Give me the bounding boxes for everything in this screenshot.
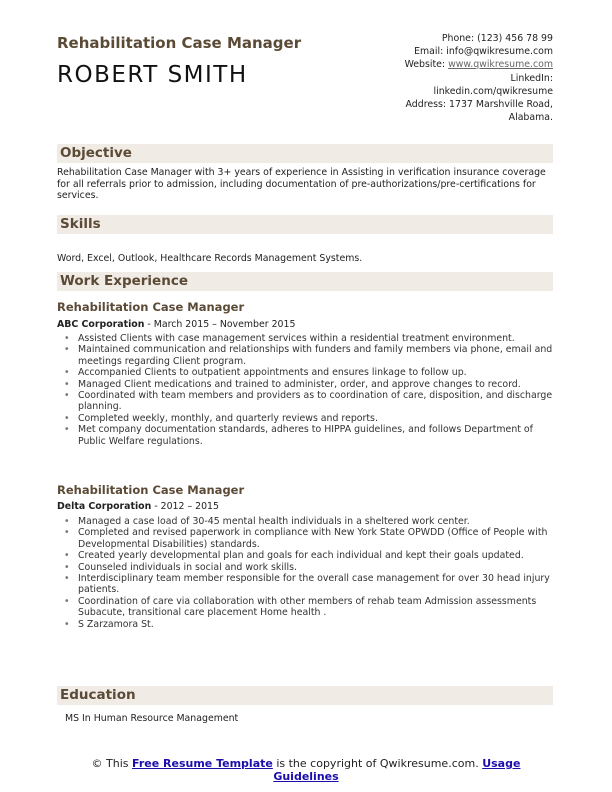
list-item: • Accompanied Clients to outpatient appointments and ensures linkage to follow up.: [57, 367, 553, 378]
linkedin-label: LinkedIn:: [510, 72, 553, 84]
list-item: • Completed weekly, monthly, and quarterly reviews and reports.: [57, 413, 553, 424]
objective-heading: Objective: [57, 144, 553, 163]
list-item: • Coordinated with team members and providers as to coordination of care, disposition, and discharge planning.: [57, 390, 553, 413]
contact-info: [353, 32, 553, 124]
job-title-2: Rehabilitation Case Manager: [57, 483, 245, 497]
job-1-bullets: [57, 333, 553, 447]
job-2-bullets: [57, 516, 553, 630]
list-item: • Interdisciplinary team member responsible for the overall case management for over 30 head injury patients.: [57, 573, 553, 596]
website-link[interactable]: www.qwikresume.com: [448, 59, 553, 71]
phone: Phone: (123) 456 78 99: [441, 33, 553, 44]
list-item: • Met company documentation standards, adheres to HIPPA guidelines, and follows Department of Public Welfare regulations.: [57, 424, 553, 447]
list-item: • Maintained communication and relationships with funders and family members via phone, email and meetings regarding Client program.: [57, 344, 553, 367]
candidate-name: ROBERT SMITH: [57, 62, 248, 88]
list-item: • Assisted Clients with case management services within a residential treatment environment.: [57, 333, 553, 344]
list-item: • Managed Client medications and trained to administer, order, and approve changes to record.: [57, 379, 553, 390]
company-1: ABC Corporation - March 2015 – November 2015: [57, 319, 296, 330]
skills-text: Word, Excel, Outlook, Healthcare Records Management Systems.: [57, 253, 363, 264]
usage-guidelines-link[interactable]: Usage Guidelines: [273, 757, 521, 783]
company-2: Delta Corporation - 2012 – 2015: [57, 501, 219, 512]
website-label: Website:: [404, 59, 449, 71]
education-text: MS In Human Resource Management: [65, 713, 239, 724]
list-item: • Counseled individuals in social and work skills.: [57, 562, 553, 573]
list-item: • Completed and revised paperwork in compliance with New York State OPWDD (Office of People with Developmental Disabilities) standards.: [57, 527, 553, 550]
skills-heading: Skills: [57, 215, 553, 234]
list-item: • Coordination of care via collaboration with other members of rehab team Admission assessments Subacute, transitional care placement Home health .: [57, 596, 553, 619]
free-resume-template-link[interactable]: Free Resume Template: [132, 757, 273, 770]
list-item: • S Zarzamora St.: [57, 619, 553, 630]
address: Address: 1737 Marshville Road, Alabama.: [405, 99, 553, 124]
footer: © This Free Resume Template is the copyright of Qwikresume.com. Usage Guidelines: [91, 757, 521, 783]
objective-text: Rehabilitation Case Manager with 3+ years of experience in Assisting in verification insurance coverage for all referrals prior to admission, including documentation of pre-authorizations/pre-certifications for services.: [57, 167, 546, 202]
work-heading: Work Experience: [57, 272, 553, 291]
list-item: • Created yearly developmental plan and goals for each individual and kept their goals updated.: [57, 550, 553, 561]
education-heading: Education: [57, 686, 553, 705]
email: Email: info@qwikresume.com: [414, 46, 553, 58]
list-item: • Managed a case load of 30-45 mental health individuals in a sheltered work center.: [57, 516, 553, 527]
linkedin: linkedin.com/qwikresume: [433, 85, 553, 97]
job-title: Rehabilitation Case Manager: [57, 34, 302, 52]
job-title-1: Rehabilitation Case Manager: [57, 300, 245, 314]
